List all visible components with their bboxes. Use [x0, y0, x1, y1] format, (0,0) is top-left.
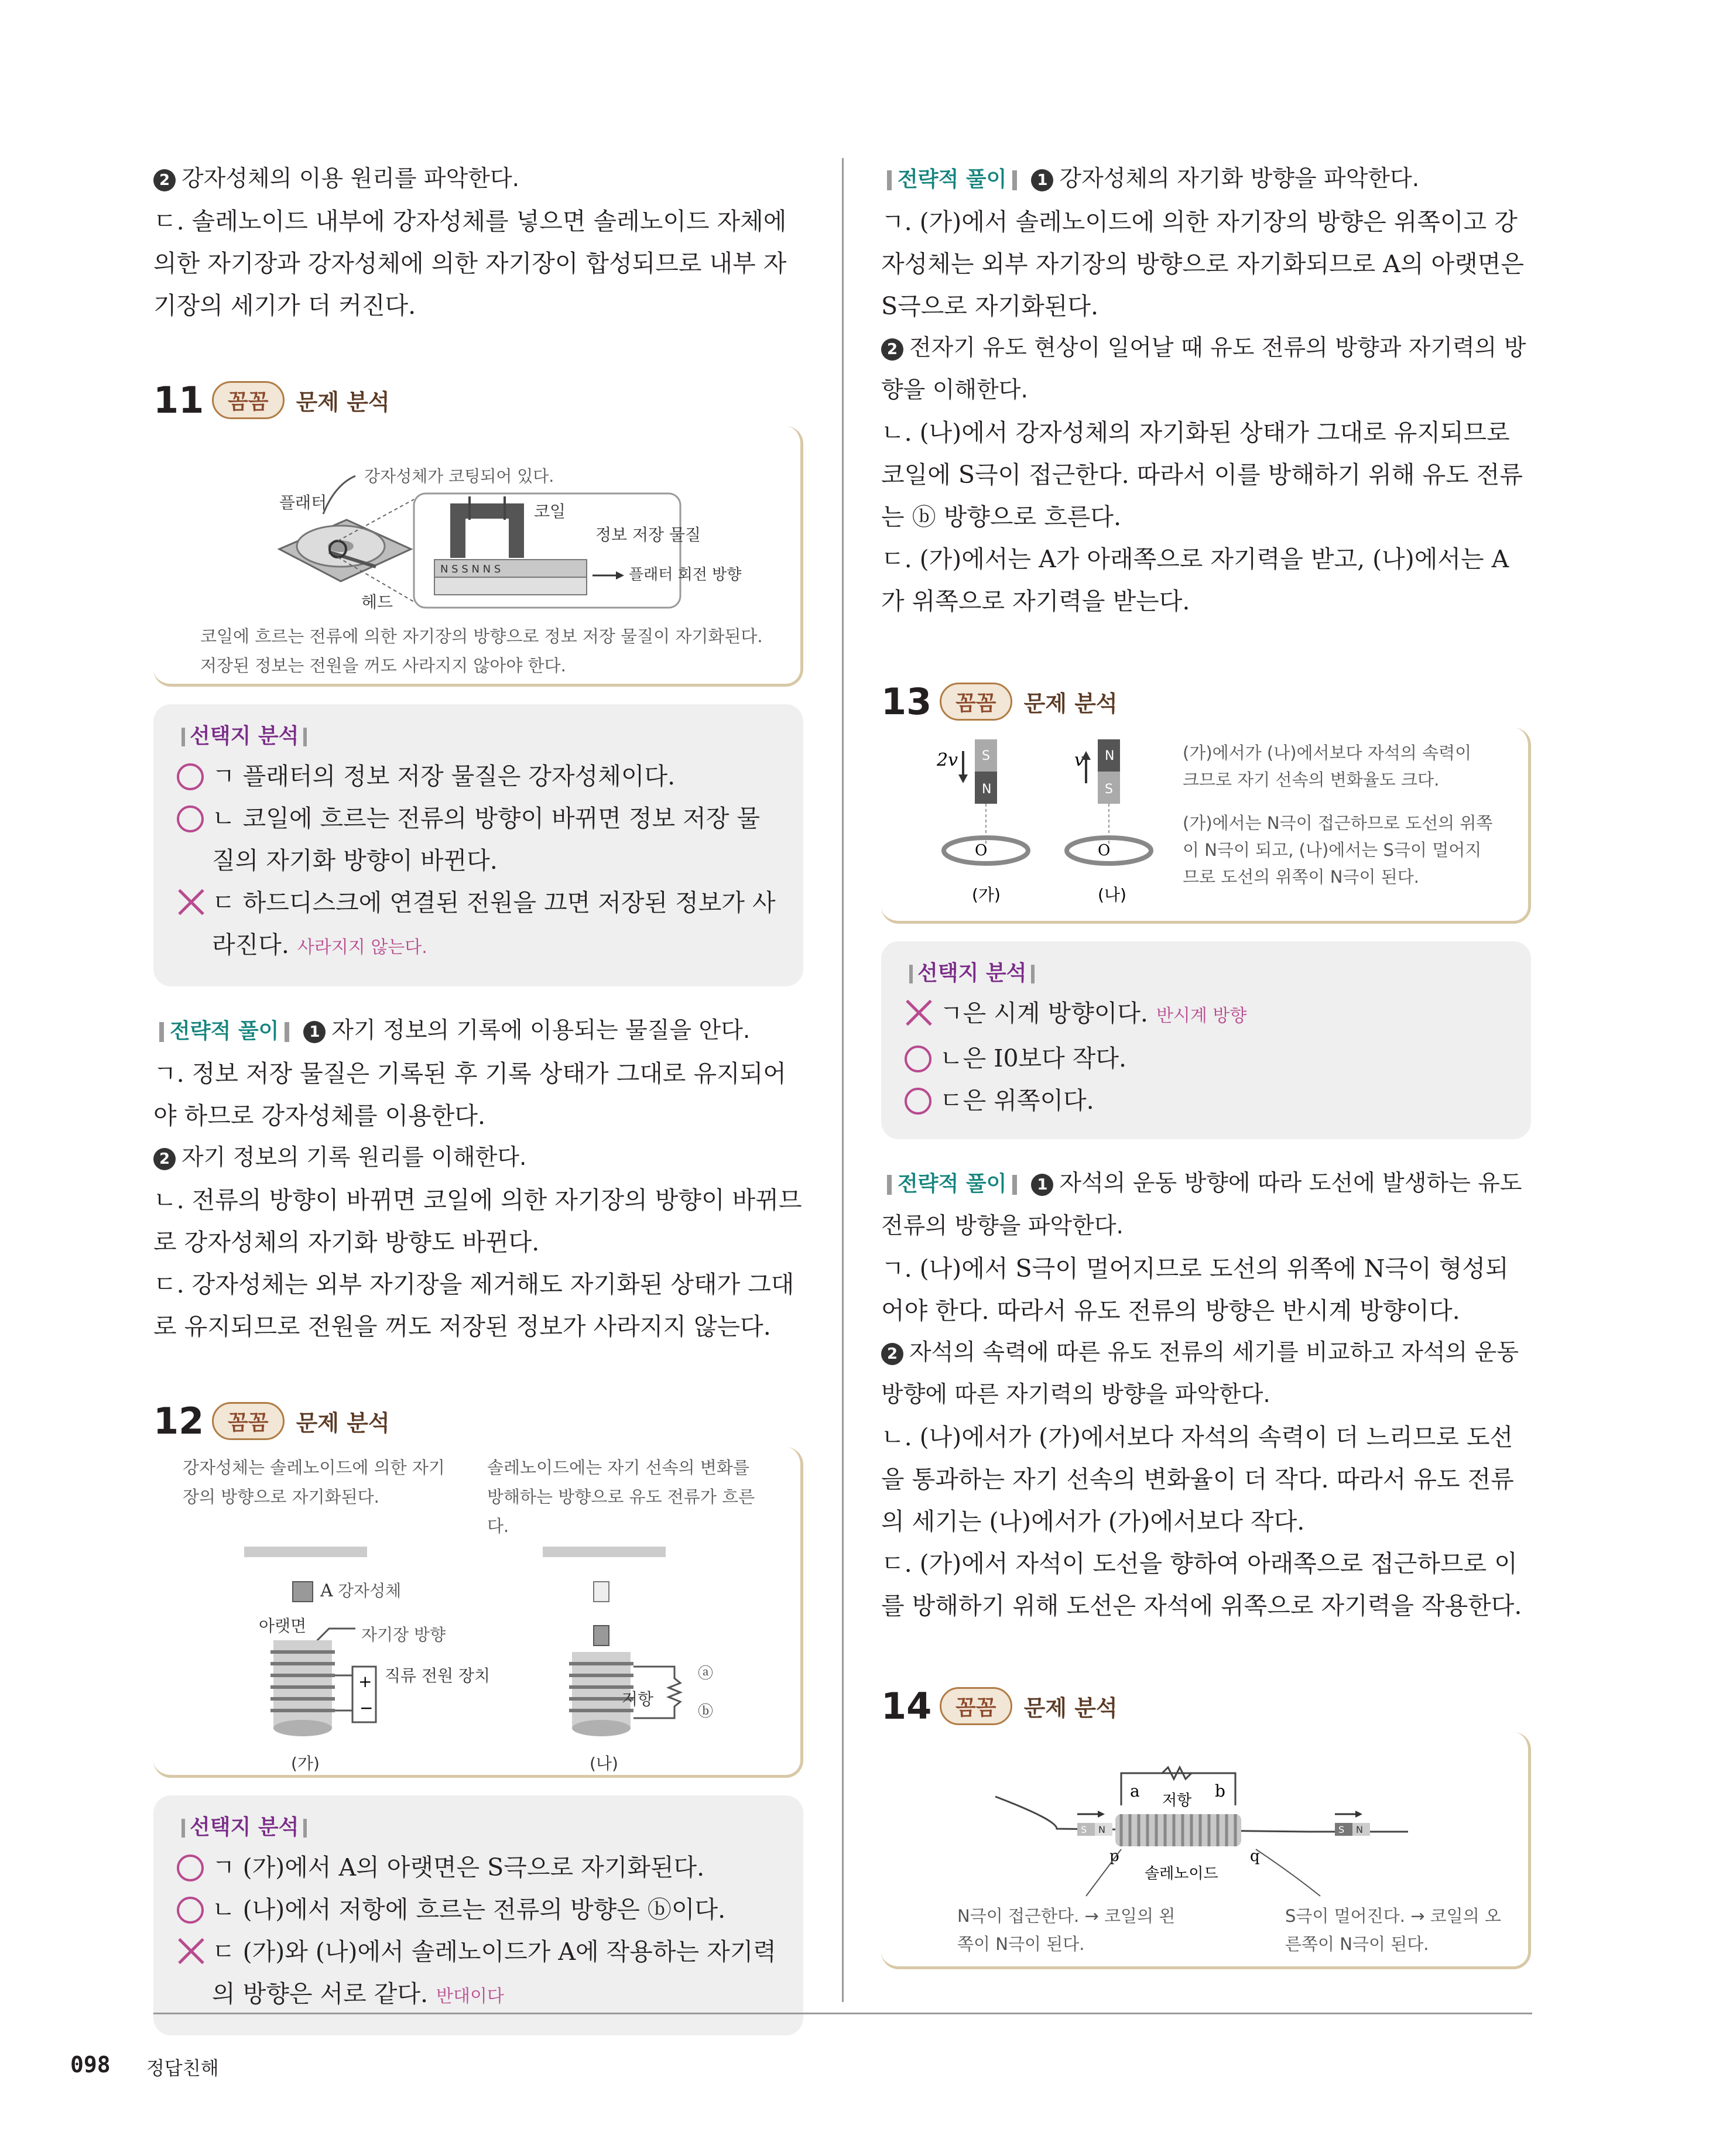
- choices-title: 선택지 분석: [905, 957, 1508, 986]
- svg-text:N: N: [1356, 1824, 1363, 1835]
- q11-caption-1: 코일에 흐르는 전류에 의한 자기장의 방향으로 정보 저장 물질이 자기화된다.: [200, 626, 763, 646]
- svg-text:N: N: [1105, 749, 1115, 763]
- q11-strategy: 전략적 풀이 1 자기 정보의 기록에 이용되는 물질을 안다. ㄱ. 정보 저장 물질은 기록된 후 기록 상태가 그대로 유지되어야 하므로 강자성체를 이용한다. 2 자기 정보의 기록 원리를 이해한다. ㄴ. 전류의 방향이 바뀌면 코일에 의한 자기장의 방향이 바뀌므로 강자성체의 자기화 방향도 바뀐다. ㄷ. 강자성체는 외부 자기장을 제거해도 자기화된 상태가 그대로 유지되므로 전원을 꺼도 저장된 정보가 사라지지 않는다.: [153, 1017, 802, 1341]
- svg-text:강자성체: 강자성체: [338, 1581, 402, 1600]
- svg-text:a: a: [1130, 1781, 1140, 1801]
- q13-caption-2: (가)에서는 N극이 접근하므로 도선의 위쪽이 N극이 되고, (나)에서는 S극이 멀어지므로 도선의 위쪽이 N극이 된다.: [1183, 813, 1493, 887]
- wrong-mark-icon: [905, 998, 934, 1027]
- q13-caption-1: (가)에서가 (나)에서보다 자석의 속력이 크므로 자기 선속의 변화율도 크다.: [1183, 743, 1472, 790]
- correct-mark-icon: [905, 1088, 931, 1115]
- harddisk-diagram: [153, 426, 803, 619]
- svg-text:p: p: [1109, 1847, 1119, 1865]
- correct-mark-icon: [177, 1897, 204, 1924]
- head-label: 헤드: [361, 592, 393, 612]
- choice-3: ㄷ 하드디스크에 연결된 전원을 끄면 저장된 정보가 사라진다. 사라지지 않는다.: [177, 882, 780, 969]
- correct-mark-icon: [177, 763, 204, 790]
- choice-1: ㄱ 플래터의 정보 저장 물질은 강자성체이다.: [177, 755, 780, 797]
- choices-title: 선택지 분석: [177, 719, 780, 749]
- kkom-badge: 꼼꼼: [940, 1687, 1012, 1725]
- q11-choices: [153, 704, 803, 986]
- svg-text:(나): (나): [1098, 885, 1126, 904]
- svg-text:솔레노이드: 솔레노이드: [1145, 1865, 1218, 1883]
- correct-mark-icon: [177, 805, 204, 832]
- q14-figure: [881, 1732, 1531, 1969]
- svg-text:q: q: [1250, 1847, 1260, 1865]
- page-number: 098: [70, 2052, 111, 2078]
- svg-text:−: −: [359, 1698, 374, 1718]
- question-13: [881, 675, 1531, 1627]
- q13-choices: [881, 941, 1531, 1139]
- svg-text:아랫면: 아랫면: [259, 1616, 307, 1636]
- svg-text:N S S N N S: N S S N N S: [440, 563, 501, 575]
- question-header: 12 꼼꼼 문제 분석: [153, 1399, 390, 1442]
- choice-3: ㄷ (가)와 (나)에서 솔레노이드가 A에 작용하는 자기력의 방향은 서로 같다. 반대이다: [177, 1931, 780, 2018]
- harddisk-icon: [279, 520, 411, 581]
- correction-note: 사라지지 않는다.: [297, 937, 427, 958]
- q12-caption-left: 강자성체는 솔레노이드에 의한 자기장의 방향으로 자기화된다.: [183, 1458, 445, 1507]
- svg-text:S: S: [1338, 1824, 1345, 1835]
- correction-note: 반대이다: [436, 1986, 504, 2007]
- svg-text:S: S: [982, 749, 990, 763]
- wrong-mark-icon: [177, 1936, 206, 1966]
- q12-strategy: 전략적 풀이 1 강자성체의 자기화 방향을 파악한다. ㄱ. (가)에서 솔레노이드에 의한 자기장의 방향은 위쪽이고 강자성체는 외부 자기장의 방향으로 자기화되므로 A의 아랫면은 S극으로 자기화된다. 2 전자기 유도 현상이 일어날 때 유도 전류의 방향과 자기력의 방향을 이해한다. ㄴ. (나)에서 강자성체의 자기화된 상태가 그대로 유지되므로 코일에 S극이 접근한다. 따라서 이를 방해하기 위해 유도 전류는 ⓑ 방향으로 흐른다. ㄷ. (가)에서는 A가 아래쪽으로 자기력을 받고, (나)에서는 A가 위쪽으로 자기력을 받는다.: [881, 166, 1526, 615]
- question-11: [153, 373, 803, 1348]
- choice-3: ㄷ은 위쪽이다.: [905, 1079, 1508, 1122]
- kkom-badge: 꼼꼼: [212, 381, 285, 419]
- svg-text:b: b: [1215, 1781, 1225, 1801]
- solenoid-ga: [270, 1640, 335, 1736]
- solenoid-coil: [1115, 1814, 1241, 1846]
- q13-strategy: 전략적 풀이 1 자석의 운동 방향에 따라 도선에 발생하는 유도 전류의 방향을 파악한다. ㄱ. (나)에서 S극이 멀어지므로 도선의 위쪽에 N극이 형성되어야 한다. 따라서 유도 전류의 방향은 반시계 방향이다. 2 자석의 속력에 따른 유도 전류의 세기를 비교하고 자석의 운동 방향에 따른 자기력의 방향을 파악한다. ㄴ. (나)에서가 (가)에서보다 자석의 속력이 더 느리므로 도선을 통과하는 자기 선속의 변화율이 더 작다. 따라서 유도 전류의 세기는 (나)에서가 (가)에서보다 작다. ㄷ. (가)에서 자석이 도선을 향하여 아래쪽으로 접근하므로 이를 방해하기 위해 도선은 자석에 위쪽으로 자기력을 작용한다.: [881, 1170, 1522, 1620]
- svg-text:자기장 방향: 자기장 방향: [361, 1625, 446, 1644]
- svg-text:N: N: [982, 782, 992, 797]
- q12-caption-right: 솔레노이드에는 자기 선속의 변화를 방해하는 방향으로 유도 전류가 흐른다.: [487, 1458, 755, 1536]
- svg-text:v: v: [1074, 750, 1084, 770]
- svg-text:2v: 2v: [937, 750, 958, 770]
- choice-2: ㄴ 코일에 흐르는 전류의 방향이 바뀌면 정보 저장 물질의 자기화 방향이 바뀐다.: [177, 797, 780, 882]
- choice-2: ㄴ은 I0보다 작다.: [905, 1037, 1508, 1079]
- magnet-loop-diagram: [881, 728, 1168, 915]
- bottom-rule: [153, 2013, 1532, 2014]
- column-divider: [842, 158, 844, 2002]
- solenoid-circuit-diagram: [881, 1732, 1531, 1902]
- choice-1: ㄱ은 시계 방향이다. 반시계 방향: [905, 992, 1508, 1037]
- question-14: [881, 1679, 1531, 1969]
- svg-text:직류 전원 장치: 직류 전원 장치: [385, 1666, 491, 1685]
- svg-text:S: S: [1105, 782, 1113, 797]
- svg-text:O: O: [1098, 842, 1111, 859]
- q11-caption-2: 저장된 정보는 전원을 꺼도 사라지지 않아야 한다.: [200, 656, 566, 676]
- correct-mark-icon: [905, 1046, 931, 1072]
- svg-text:A: A: [320, 1581, 333, 1601]
- question-header: 14 꼼꼼 문제 분석: [881, 1684, 1118, 1727]
- solenoid-diagram: [153, 1541, 803, 1787]
- q14-caption-left: N극이 접근한다. → 코일의 왼쪽이 N극이 된다.: [957, 1906, 1176, 1954]
- svg-text:ⓑ: ⓑ: [698, 1703, 714, 1720]
- kkom-badge: 꼼꼼: [940, 683, 1012, 721]
- storage-label: 정보 저장 물질: [595, 525, 701, 544]
- svg-text:O: O: [975, 842, 988, 859]
- svg-text:+: +: [358, 1672, 372, 1691]
- q14-caption-right: S극이 멀어진다. → 코일의 오른쪽이 N극이 된다.: [1285, 1906, 1501, 1954]
- question-header: 11 꼼꼼 문제 분석: [153, 378, 390, 421]
- svg-text:ⓐ: ⓐ: [698, 1665, 714, 1682]
- platter-label: 플래터: [279, 493, 327, 512]
- correct-mark-icon: [177, 1855, 204, 1881]
- correction-note: 반시계 방향: [1156, 1006, 1247, 1026]
- svg-text:(나): (나): [590, 1754, 618, 1773]
- question-header: 13 꼼꼼 문제 분석: [881, 680, 1118, 723]
- q13-figure: [881, 728, 1531, 924]
- svg-text:저항: 저항: [622, 1689, 654, 1709]
- q12-figure: [153, 1447, 803, 1778]
- page-label: 정답친해: [146, 2057, 219, 2079]
- q12-choices: [153, 1795, 803, 2035]
- svg-text:(가): (가): [291, 1754, 320, 1773]
- left-column: [153, 158, 803, 2035]
- choice-2: ㄴ (나)에서 저항에 흐르는 전류의 방향은 ⓑ이다.: [177, 1888, 780, 1931]
- svg-text:N: N: [1098, 1824, 1105, 1835]
- kkom-badge: 꼼꼼: [212, 1402, 285, 1440]
- svg-text:S: S: [1081, 1824, 1087, 1835]
- right-column: [881, 158, 1531, 1969]
- rotation-label: 플래터 회전 방향: [629, 566, 742, 584]
- q11-figure: [153, 426, 803, 687]
- coated-label: 강자성체가 코팅되어 있다.: [364, 467, 554, 486]
- choice-1: ㄱ (가)에서 A의 아랫면은 S극으로 자기화된다.: [177, 1846, 780, 1888]
- intro-text: ㄷ. 솔레노이드 내부에 강자성체를 넣으면 솔레노이드 자체에 의한 자기장과 강자성체에 의한 자기장이 합성되므로 내부 자기장의 세기가 더 커진다.: [153, 207, 787, 320]
- step-2: 2 강자성체의 이용 원리를 파악한다.: [153, 158, 803, 200]
- svg-text:(가): (가): [972, 885, 1001, 904]
- svg-text:저항: 저항: [1162, 1792, 1192, 1809]
- coil-label: 코일: [534, 502, 566, 521]
- question-12: [153, 1394, 803, 2035]
- wrong-mark-icon: [177, 887, 206, 917]
- choices-title: 선택지 분석: [177, 1811, 780, 1840]
